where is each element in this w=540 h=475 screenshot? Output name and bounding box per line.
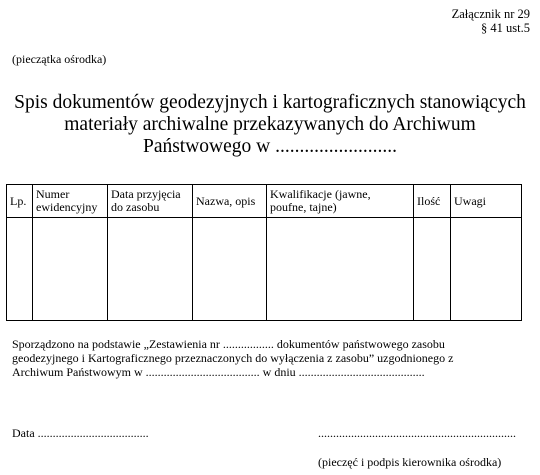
table-cell[interactable] — [7, 218, 33, 321]
title-line-3: Państwowego w ......................... — [142, 136, 398, 157]
signature-line[interactable]: .................................................................. — [318, 426, 516, 440]
table-cell[interactable] — [414, 218, 451, 321]
col-header-nazwa-opis: Nazwa, opis — [193, 185, 267, 218]
col-header-lp: Lp. — [7, 185, 33, 218]
annex-paragraph: § 41 ust.5 — [481, 21, 530, 35]
table-cell[interactable] — [108, 218, 193, 321]
table-cell[interactable] — [451, 218, 522, 321]
document-title — [0, 92, 540, 158]
note-line-1: Sporządzono na podstawie „Zestawienia nr ................. dokumentów państwowego zasobu — [12, 337, 445, 351]
col-header-ilosc: Ilość — [414, 185, 451, 218]
table-cell[interactable] — [193, 218, 267, 321]
table-cell[interactable] — [267, 218, 414, 321]
date-field[interactable]: Data ..................................... — [12, 426, 149, 440]
col-header-data-przyjecia: Data przyjęcia do zasobu — [108, 185, 193, 218]
col-header-kwalifikacje: Kwalifikacje (jawne, poufne, tajne) — [267, 185, 414, 218]
annex-reference — [452, 7, 530, 35]
annex-number: Załącznik nr 29 — [451, 7, 530, 21]
basis-note — [12, 337, 532, 379]
signature-caption: (pieczęć i podpis kierownika ośrodka) — [318, 455, 502, 469]
table-cell[interactable] — [33, 218, 108, 321]
title-line-1: Spis dokumentów geodezyjnych i kartograficznych stanowiących — [14, 92, 526, 113]
note-line-2: geodezyjnego i Kartograficznego przeznaczonych do wyłączenia z zasobu” uzgodnionego z — [12, 351, 454, 365]
col-header-uwagi: Uwagi — [451, 185, 522, 218]
documents-table — [6, 184, 522, 321]
table-row — [7, 218, 522, 321]
title-line-2: materiały archiwalne przekazywanych do Archiwum — [64, 114, 476, 135]
col-header-numer-ewidencyjny: Numer ewidencyjny — [33, 185, 108, 218]
table-header-row — [7, 185, 522, 218]
note-line-3: Archiwum Państwowym w ...................................... w dniu .......................................... — [12, 365, 425, 379]
stamp-label: (pieczątka ośrodka) — [12, 52, 107, 66]
